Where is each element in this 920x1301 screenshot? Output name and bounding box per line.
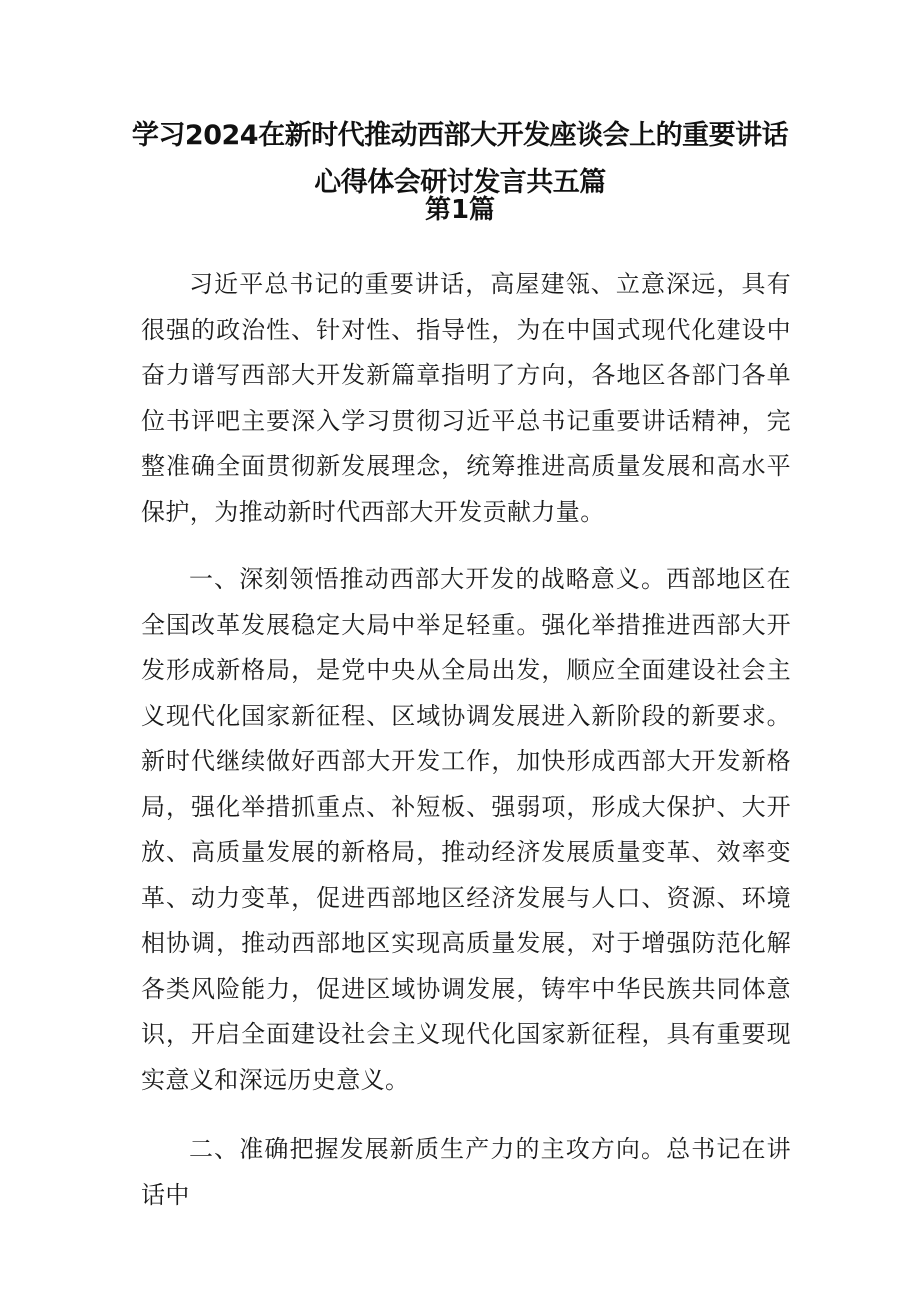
document-title-line-2: 心得体会研讨发言共五篇 xyxy=(314,167,606,198)
paragraph-1: 习近平总书记的重要讲话，高屋建瓴、立意深远，具有很强的政治性、针对性、指导性，为在中国式现代化建设中奋力谱写西部大开发新篇章指明了方向，各地区各部门各单位书评吧主要深入学习贯彻习近平总书记重要讲话精神，完整准确全面贯彻新发展理念，统筹推进高质量发展和高水平保护，为推动新时代西部大开发贡献力量。 xyxy=(141,270,791,526)
document-title-line-1: 学习2024在新时代推动西部大开发座谈会上的重要讲话 xyxy=(131,120,789,151)
paragraph-2: 一、深刻领悟推动西部大开发的战略意义。西部地区在全国改革发展稳定大局中举足轻重。强化举措推进西部大开发形成新格局，是党中央从全局出发，顺应全面建设社会主义现代化国家新征程、区域协调发展进入新阶段的新要求。新时代继续做好西部大开发工作，加快形成西部大开发新格局，强化举措抓重点、补短板、强弱项，形成大保护、大开放、高质量发展的新格局，推动经济发展质量变革、效率变革、动力变革，促进西部地区经济发展与人口、资源、环境相协调，推动西部地区实现高质量发展，对于增强防范化解各类风险能力，促进区域协调发展，铸牢中华民族共同体意识，开启全面建设社会主义现代化国家新征程，具有重要现实意义和深远历史意义。 xyxy=(141,565,791,1094)
paragraph-3: 二、准确把握发展新质生产力的主攻方向。总书记在讲话中 xyxy=(141,1135,791,1209)
section-heading: 第1篇 xyxy=(424,195,496,225)
